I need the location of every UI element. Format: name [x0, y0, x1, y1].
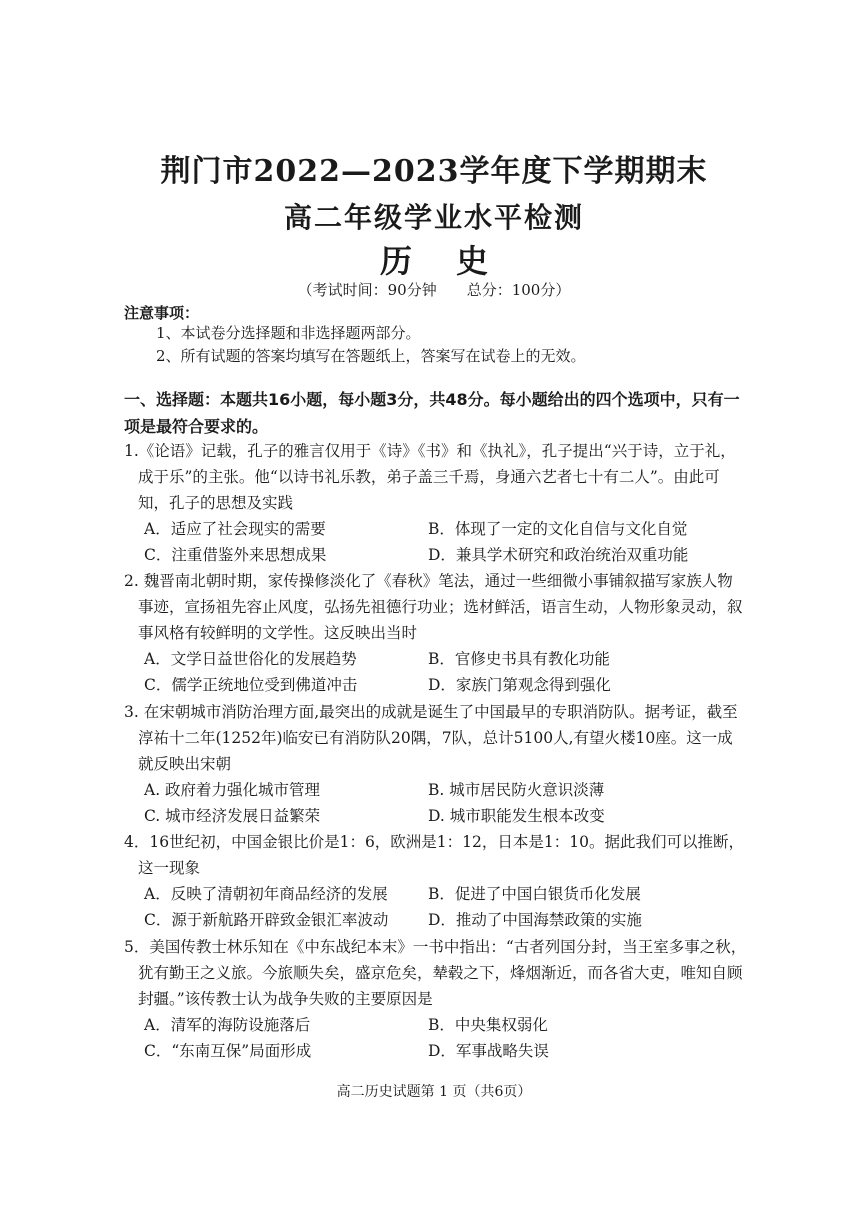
question-3 [124, 699, 748, 829]
option-b[interactable]: B．中央集权弱化 [428, 1016, 548, 1034]
question-5 [124, 934, 748, 1064]
option-d[interactable]: D．家族门第观念得到强化 [428, 676, 611, 694]
notice-item: 2、所有试题的答案均填写在答题纸上，答案写在试卷上的无效。 [156, 347, 586, 365]
question-stem: 4．16世纪初，中国金银比价是1：6，欧洲是1：12，日本是1：10。据此我们可以推断，这一现象 [124, 833, 744, 877]
notice-heading: 注意事项： [124, 304, 200, 322]
exam-subtitle: 高二年级学业水平检测 [283, 201, 584, 234]
question-stem: 5．美国传教士林乐知在《中东战纪本末》一书中指出：“古者列国分封，当王室多事之秋，犹有勤王之义旅。今旅顺失矣，盛京危矣，辇毂之下，烽烟渐近，而各省大吏，唯知自顾封疆。”该传教士认为战争失败的主要原因是 [124, 938, 747, 1008]
option-a[interactable]: A．清军的海防设施落后 [144, 1016, 311, 1034]
subject-char-2: 史 [456, 242, 489, 280]
option-a[interactable]: A．反映了清朝初年商品经济的发展 [144, 885, 388, 903]
question-2 [124, 568, 748, 698]
option-b[interactable]: B．体现了一定的文化自信与文化自觉 [428, 520, 688, 538]
option-c[interactable]: C. 城市经济发展日益繁荣 [144, 807, 321, 825]
option-c[interactable]: C．儒学正统地位受到佛道冲击 [144, 676, 358, 694]
question-stem: 2. 魏晋南北朝时期，家传操修淡化了《春秋》笔法，通过一些细微小事铺叙描写家族人物事迹，宣扬祖先容止风度，弘扬先祖德行功业；选材鲜活，语言生动，人物形象灵动，叙事风格有较鲜明的文学性。这反映出当时 [124, 572, 743, 642]
section-heading: 一、选择题：本题共16小题，每小题3分，共48分。每小题给出的四个选项中，只有一项是最符合要求的。 [124, 390, 740, 436]
option-a[interactable]: A. 政府着力强化城市管理 [144, 781, 321, 799]
option-d[interactable]: D. 城市职能发生根本改变 [428, 807, 605, 825]
option-d[interactable]: D．推动了中国海禁政策的实施 [428, 911, 642, 929]
option-b[interactable]: B．促进了中国白银货币化发展 [428, 885, 641, 903]
subject-char-1: 历 [379, 242, 412, 280]
question-stem: 1.《论语》记载，孔子的雅言仅用于《诗》《书》和《执礼》，孔子提出“兴于诗，立于礼，成于乐”的主张。他“以诗书礼乐教，弟子盖三千焉，身通六艺者七十有二人”。由此可知，孔子的思想及实践 [124, 442, 736, 512]
option-d[interactable]: D．军事战略失误 [428, 1042, 549, 1060]
option-a[interactable]: A．文学日益世俗化的发展趋势 [144, 650, 357, 668]
question-4 [124, 829, 748, 933]
question-stem: 3. 在宋朝城市消防治理方面,最突出的成就是诞生了中国最早的专职消防队。据考证，截至淳祐十二年(1252年)临安已有消防队20隅，7队，总计5100人,有望火楼10座。这一成就反映出宋朝 [124, 703, 738, 773]
option-c[interactable]: C．注重借鉴外来思想成果 [144, 546, 327, 564]
notice-item: 1、本试卷分选择题和非选择题两部分。 [156, 324, 421, 342]
option-c[interactable]: C．源于新航路开辟致金银汇率波动 [144, 911, 389, 929]
option-a[interactable]: A．适应了社会现实的需要 [144, 520, 326, 538]
option-b[interactable]: B. 城市居民防火意识淡薄 [428, 781, 605, 799]
option-c[interactable]: C．“东南互保”局面形成 [144, 1042, 312, 1060]
exam-info: （考试时间：90分钟 总分：100分） [297, 281, 571, 299]
subject-title [0, 236, 868, 282]
option-d[interactable]: D．兼具学术研究和政治统治双重功能 [428, 546, 689, 564]
option-b[interactable]: B．官修史书具有教化功能 [428, 650, 610, 668]
exam-title: 荆门市2022—2023学年度下学期期末 [160, 154, 708, 189]
question-1 [124, 438, 748, 568]
page-footer: 高二历史试题第 1 页（共6页） [336, 1084, 532, 1100]
